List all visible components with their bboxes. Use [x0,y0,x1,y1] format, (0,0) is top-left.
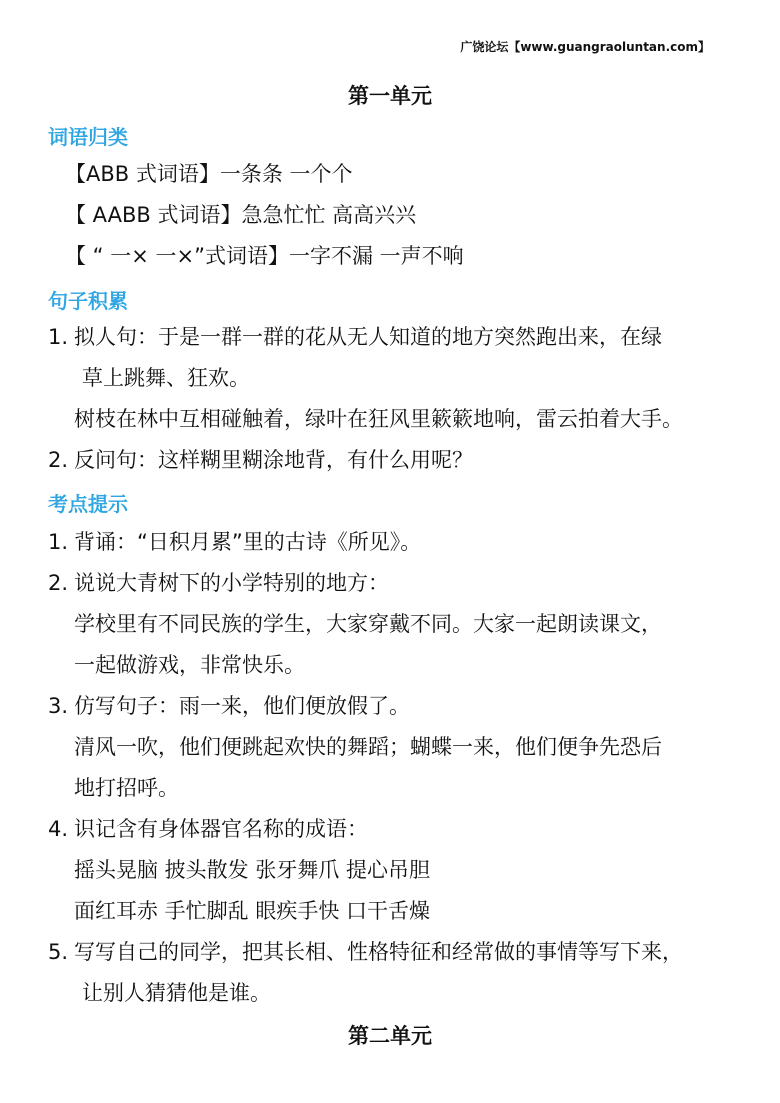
list-number: 4. [48,817,69,841]
tip-item-3 [48,692,410,720]
vocab-line-aabb: 【 AABB 式词语】急急忙忙 高高兴兴 [65,203,417,227]
tip-item-2 [48,569,389,597]
sentence-item-2 [48,446,473,474]
tip-item-3-answer-line1: 清风一吹，他们便跳起欢快的舞蹈；蝴蝶一来，他们便争先恐后 [74,735,662,759]
list-text: 识记含有身体器官名称的成语： [74,817,368,841]
list-number: 3. [48,694,69,718]
list-number: 1. [48,530,69,554]
tip-item-2-answer-line2: 一起做游戏，非常快乐。 [74,653,305,677]
tip-item-4 [48,815,368,843]
tip-item-3-answer-line2: 地打招呼。 [74,776,179,800]
sentence-item-1-cont: 草上跳舞、狂欢。 [82,366,250,390]
tip-item-1 [48,528,421,556]
list-text: 反问句：这样糊里糊涂地背，有什么用呢？ [74,448,473,472]
list-text: 背诵：“日积月累”里的古诗《所见》。 [74,530,422,554]
section-title-tips: 考点提示 [48,492,128,516]
vocab-line-abb: 【ABB 式词语】一条条 一个个 [65,162,353,186]
list-text: 说说大青树下的小学特别的地方： [74,571,389,595]
section-title-vocab: 词语归类 [48,125,128,149]
list-number: 1. [48,325,69,349]
tip-item-5 [48,938,683,966]
list-number: 2. [48,571,69,595]
unit-2-title: 第二单元 [348,1024,432,1048]
tip-item-5-cont: 让别人猜猜他是谁。 [82,981,271,1005]
list-text: 仿写句子：雨一来，他们便放假了。 [74,694,410,718]
header-note: 广饶论坛【www.guangraoluntan.com】 [460,40,710,54]
list-text: 写写自己的同学，把其长相、性格特征和经常做的事情等写下来， [74,940,683,964]
sentence-item-1 [48,323,662,351]
list-number: 2. [48,448,69,472]
list-text: 拟人句：于是一群一群的花从无人知道的地方突然跑出来，在绿 [74,325,662,349]
sentence-item-1-example: 树枝在林中互相碰触着，绿叶在狂风里簌簌地响，雷云拍着大手。 [74,407,683,431]
unit-1-title: 第一单元 [348,84,432,108]
section-title-sentences: 句子积累 [48,289,128,313]
list-number: 5. [48,940,69,964]
vocab-line-yi: 【 “ 一× 一×”式词语】一字不漏 一声不响 [65,244,464,268]
tip-item-4-idioms-line2: 面红耳赤 手忙脚乱 眼疾手快 口干舌燥 [74,899,431,923]
tip-item-2-answer-line1: 学校里有不同民族的学生，大家穿戴不同。大家一起朗读课文， [74,612,662,636]
tip-item-4-idioms-line1: 摇头晃脑 披头散发 张牙舞爪 提心吊胆 [74,858,431,882]
